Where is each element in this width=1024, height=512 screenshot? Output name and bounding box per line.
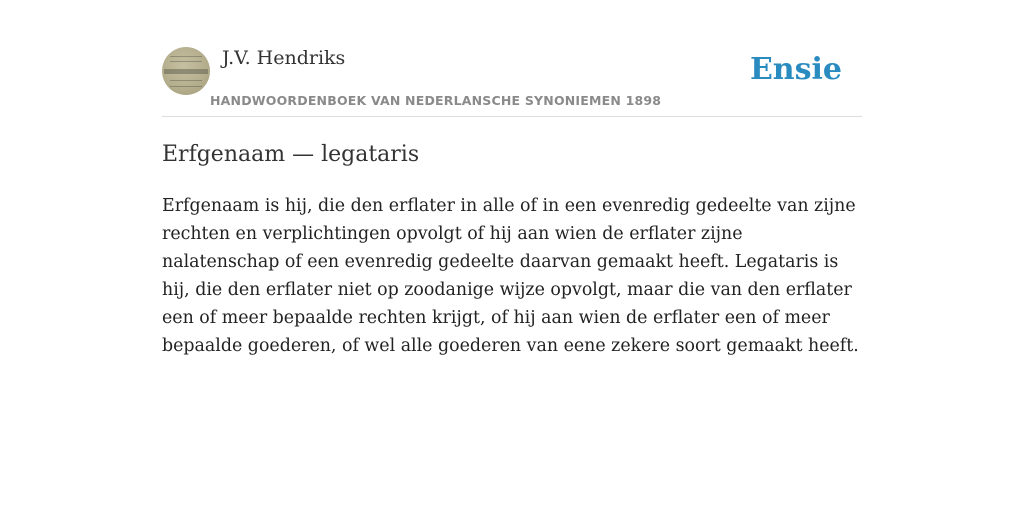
entry-text: Erfgenaam is hij, die den erflater in alle of in een evenredig gedeelte van zijne rechten en verplichtingen opvolgt of hij aan wien de erflater zijne nalatenschap of een evenredig gedeelte daarvan gemaakt heeft. Legataris is hij, die den erflater niet op zoodanige wijze opvolgt, maar die van den erflater een of meer bepaalde rechten krijgt, of hij aan wien de erflater een of meer bepaalde goederen, of wel alle goederen van eene zekere soort gemaakt heeft.	[162, 196, 859, 356]
source-title[interactable]: HANDWOORDENBOEK VAN NEDERLANSCHE SYNONIEMEN 1898	[210, 93, 662, 108]
entry-header	[162, 46, 862, 117]
entry-title: Erfgenaam — legataris	[162, 142, 420, 167]
ensie-logo[interactable]: Ensie	[749, 52, 842, 87]
author-name[interactable]: J.V. Hendriks	[222, 47, 346, 69]
book-cover-avatar[interactable]	[162, 47, 210, 95]
